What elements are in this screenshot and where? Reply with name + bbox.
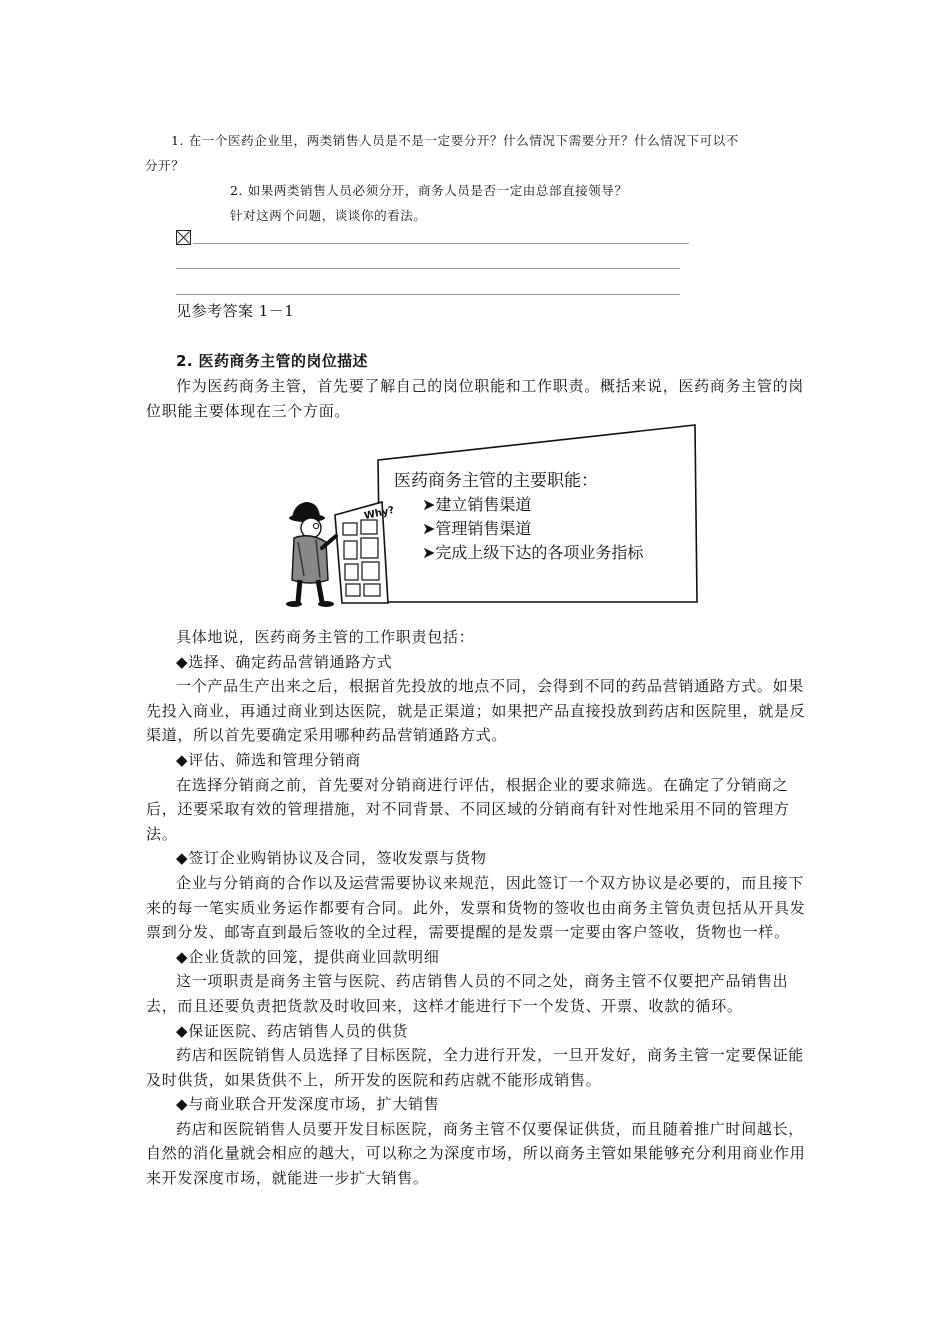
board-sign-text: Why? — [363, 504, 396, 523]
section-intro: 作为医药商务主管，首先要了解自己的岗位职能和工作职责。概括来说，医药商务主管的岗位职能主要体现在三个方面。 — [146, 377, 805, 420]
duty-body: 一个产品生产出来之后，根据首先投放的地点不同，会得到不同的药品营销通路方式。如果先投入商业，再通过商业到达医院，就是正渠道；如果把产品直接投放到药店和医院里，就是反渠道，所以首先要确定采用哪种药品营销通路方式。 — [146, 677, 806, 745]
duty-title: ◆保证医院、药店销售人员的供货 — [176, 1021, 409, 1040]
duty-title: ◆与商业联合开发深度市场，扩大销售 — [176, 1095, 440, 1114]
checkbox-icon[interactable] — [176, 230, 191, 245]
functions-figure — [270, 420, 700, 608]
duty-title: ◆选择、确定药品营销通路方式 — [176, 652, 393, 671]
duty-body: 药店和医院销售人员要开发目标医院，商务主管不仅要保证供货，而且随着推广时间越长，自然的消化量就会相应的越大，可以称之为深度市场，所以商务主管如果能够充分利用商业作用来开发深度市场，就能进一步扩大销售。 — [146, 1119, 806, 1188]
figure-item-3: ➤完成上级下达的各项业务指标 — [422, 543, 644, 562]
question-2: 2. 如果两类销售人员必须分开，商务人员是否一定由总部直接领导？ — [230, 183, 628, 198]
duty-body: 这一项职责是商务主管与医院、药店销售人员的不同之处，商务主管不仅要把产品销售出去，而且还要负责把货款及时收回来，这样才能进行下一个发货、开票、收款的循环。 — [146, 972, 789, 1015]
question-1-line-1: 1. 在一个医药企业里，两类销售人员是不是一定要分开？什么情况下需要分开？什么情况下可以不 — [171, 133, 739, 148]
section-intro-block — [146, 374, 808, 423]
duty-title: ◆评估、筛选和管理分销商 — [176, 750, 361, 769]
reference-answer: 见参考答案 1－1 — [176, 302, 295, 320]
question-1-line-2: 分开？ — [145, 158, 185, 173]
duty-body: 在选择分销商之前，首先要对分销商进行评估，根据企业的要求筛选。在确定了分销商之后，还要采取有效的管理措施，对不同背景、不同区域的分销商有针对性地采用不同的管理方法。 — [146, 775, 790, 843]
question-1 — [145, 128, 810, 178]
question-2-block — [230, 178, 628, 228]
figure-item-1: ➤建立销售渠道 — [422, 495, 532, 514]
question-prompt: 针对这两个问题，谈谈你的看法。 — [230, 208, 427, 223]
duty-title: ◆企业货款的回笼，提供商业回款明细 — [176, 947, 440, 966]
answer-line — [176, 268, 680, 269]
duties-block — [146, 625, 808, 1191]
answer-line — [193, 243, 689, 244]
duty-title: ◆签订企业购销协议及合同，签收发票与货物 — [176, 849, 487, 868]
duty-body: 药店和医院销售人员选择了目标医院，全力进行开发，一旦开发好，商务主管一定要保证能及时供货，如果货供不上，所开发的医院和药店就不能形成销售。 — [146, 1046, 805, 1089]
figure-heading: 医药商务主管的主要职能： — [394, 471, 598, 491]
duties-lead: 具体地说，医药商务主管的工作职责包括： — [176, 628, 475, 646]
figure-item-2: ➤管理销售渠道 — [422, 519, 532, 538]
answer-line — [176, 294, 680, 295]
duty-body: 企业与分销商的合作以及运营需要协议来规范，因此签订一个双方协议是必要的，而且接下来的每一笔实质业务运作都要有合同。此外，发票和货物的签收也由商务主管负责包括从开具发票到分发、邮寄直到最后签收的全过程，需要提醒的是发票一定要由客户签收，货物也一样。 — [146, 873, 806, 942]
section-title: 2. 医药商务主管的岗位描述 — [176, 352, 368, 370]
